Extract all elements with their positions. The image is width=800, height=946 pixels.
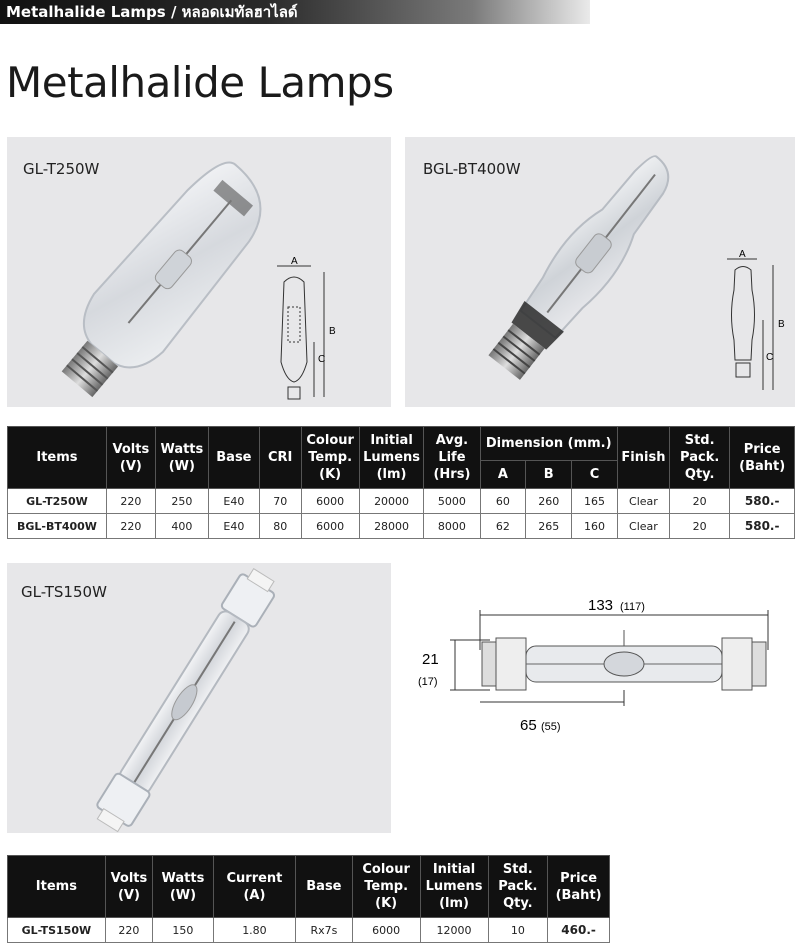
cell-dim-c: 165: [572, 489, 618, 514]
cell-watts: 150: [153, 918, 214, 943]
col-current: Current (A): [213, 856, 295, 918]
cell-volts: 220: [105, 918, 152, 943]
dim-b-label: B: [329, 326, 336, 337]
cell-qty: 10: [488, 918, 548, 943]
col-watts: Watts (W): [153, 856, 214, 918]
cell-current: 1.80: [213, 918, 295, 943]
cell-dim-a: 62: [480, 514, 526, 539]
cell-base: E40: [208, 489, 259, 514]
cell-price: 460.-: [548, 918, 610, 943]
dimension-diagram-ts150w: [410, 590, 790, 740]
cell-temp: 6000: [352, 918, 420, 943]
product-label: GL-T250W: [23, 160, 100, 178]
dim-diameter: 21: [422, 651, 439, 668]
cell-item: BGL-BT400W: [8, 514, 107, 539]
col-initial-lumens: Initial Lumens (lm): [420, 856, 488, 918]
col-dim-c: C: [572, 461, 618, 489]
col-avg-life: Avg. Life (Hrs): [424, 427, 480, 489]
cell-price: 580.-: [730, 489, 795, 514]
col-colour-temp: Colour Temp. (K): [301, 427, 359, 489]
cell-volts: 220: [106, 489, 155, 514]
cell-lumens: 12000: [420, 918, 488, 943]
col-dim-a: A: [480, 461, 526, 489]
cell-lumens: 28000: [359, 514, 424, 539]
col-items: Items: [8, 427, 107, 489]
product-label: BGL-BT400W: [423, 160, 521, 178]
col-base: Base: [208, 427, 259, 489]
col-dim-b: B: [526, 461, 572, 489]
col-watts: Watts (W): [155, 427, 208, 489]
col-dimension: Dimension (mm.): [480, 427, 617, 461]
dim-half-alt: (55): [541, 721, 561, 733]
spec-table-1: [7, 426, 795, 539]
dim-c-label: C: [766, 352, 774, 363]
col-volts: Volts (V): [105, 856, 152, 918]
cell-finish: Clear: [617, 489, 669, 514]
cell-life: 5000: [424, 489, 480, 514]
col-cri: CRI: [259, 427, 301, 489]
col-base: Base: [296, 856, 353, 918]
dim-b-label: B: [778, 319, 785, 330]
product-image-panel-gl-t250w: [7, 137, 391, 407]
cell-base: Rx7s: [296, 918, 353, 943]
cell-volts: 220: [106, 514, 155, 539]
col-volts: Volts (V): [106, 427, 155, 489]
table-row: [8, 918, 610, 943]
cell-price: 580.-: [730, 514, 795, 539]
cell-base: E40: [208, 514, 259, 539]
col-initial-lumens: Initial Lumens (lm): [359, 427, 424, 489]
cell-temp: 6000: [301, 489, 359, 514]
dim-a-label: A: [739, 249, 746, 260]
cell-item: GL-TS150W: [8, 918, 106, 943]
lamp-gl-ts150w-image: [7, 563, 391, 833]
col-std-pack-qty: Std. Pack. Qty.: [488, 856, 548, 918]
cell-qty: 20: [669, 489, 729, 514]
page-title: Metalhalide Lamps: [6, 58, 394, 107]
cell-qty: 20: [669, 514, 729, 539]
dimension-diagram-small: [713, 245, 793, 395]
col-colour-temp: Colour Temp. (K): [352, 856, 420, 918]
cell-finish: Clear: [617, 514, 669, 539]
col-finish: Finish: [617, 427, 669, 489]
product-image-panel-gl-ts150w: [7, 563, 391, 833]
dim-diameter-alt: (17): [418, 676, 438, 688]
cell-temp: 6000: [301, 514, 359, 539]
dim-length-alt: (117): [620, 601, 645, 613]
cell-dim-b: 260: [526, 489, 572, 514]
dim-a-label: A: [291, 256, 298, 267]
dim-c-label: C: [318, 354, 326, 365]
dim-length: 133: [588, 597, 614, 614]
section-header-bar: Metalhalide Lamps / หลอดเมทัลฮาไลด์: [0, 0, 590, 24]
cell-lumens: 20000: [359, 489, 424, 514]
cell-dim-b: 265: [526, 514, 572, 539]
cell-watts: 400: [155, 514, 208, 539]
cell-dim-a: 60: [480, 489, 526, 514]
table-row: [8, 514, 795, 539]
cell-dim-c: 160: [572, 514, 618, 539]
col-price: Price (Baht): [730, 427, 795, 489]
table-row: [8, 489, 795, 514]
col-price: Price (Baht): [548, 856, 610, 918]
product-image-panel-bgl-bt400w: [405, 137, 795, 407]
col-std-pack-qty: Std. Pack. Qty.: [669, 427, 729, 489]
product-label: GL-TS150W: [21, 583, 107, 601]
dim-half: 65: [520, 717, 537, 734]
cell-cri: 70: [259, 489, 301, 514]
cell-watts: 250: [155, 489, 208, 514]
col-items: Items: [8, 856, 106, 918]
cell-item: GL-T250W: [8, 489, 107, 514]
cell-cri: 80: [259, 514, 301, 539]
dimension-diagram-small: [269, 252, 349, 402]
cell-life: 8000: [424, 514, 480, 539]
spec-table-2: [7, 855, 610, 943]
